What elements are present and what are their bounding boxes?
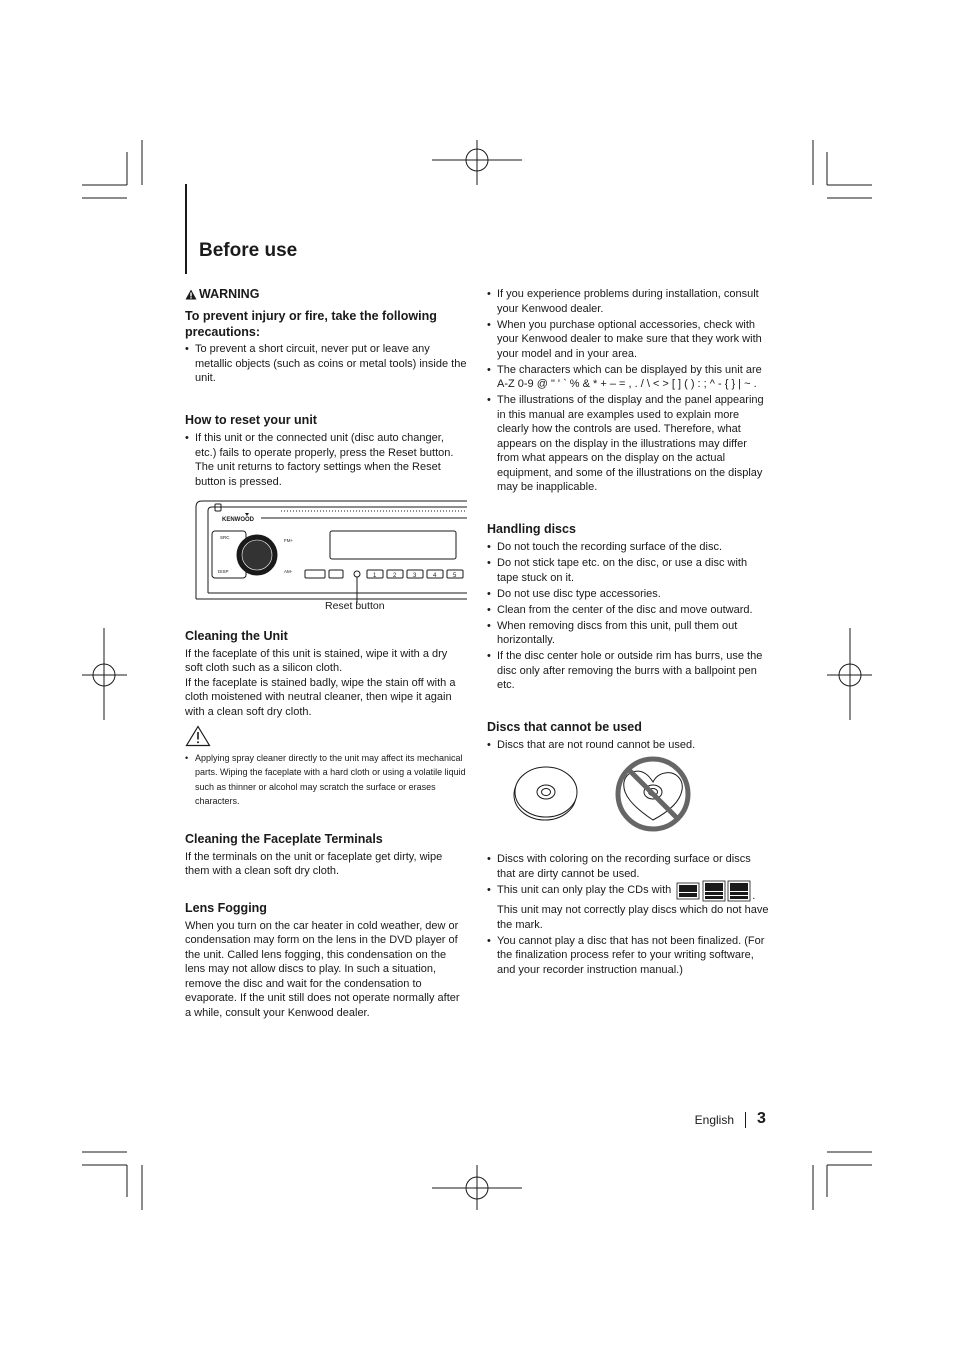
title-bar bbox=[185, 184, 187, 274]
handling-discs-list bbox=[487, 540, 770, 693]
reset-figure bbox=[185, 491, 467, 621]
reset-list bbox=[185, 431, 467, 489]
list-item: • If the disc center hole or outside rim has burrs, use the disc only after removing the burrs with a ballpoint pen etc. bbox=[487, 649, 770, 693]
figure-button-fm: FM+ bbox=[284, 537, 294, 543]
cleaning-unit-heading: Cleaning the Unit bbox=[185, 628, 288, 643]
list-item: • If you experience problems during installation, consult your Kenwood dealer. bbox=[487, 287, 770, 316]
list-item: • When removing discs from this unit, pull them out horizontally. bbox=[487, 619, 770, 648]
warning-title bbox=[185, 287, 467, 302]
reset-heading: How to reset your unit bbox=[185, 413, 317, 427]
cleaning-unit-text-2: If the faceplate is stained badly, wipe the stain off with a cloth moistened with neutral cleaner, then wipe it again with a clean soft dry cloth. bbox=[185, 676, 456, 718]
figure-preset-3: 3 bbox=[413, 572, 417, 579]
compact-disc-logos-icon bbox=[676, 880, 752, 902]
list-item: • The characters which can be displayed by this unit are A-Z 0-9 @ " ' ` % & * + – = , . / \ < > [ ] ( ) : ; ^ - { } | ~ . bbox=[487, 363, 770, 392]
warning-list bbox=[185, 342, 467, 386]
list-item: • Clean from the center of the disc and move outward. bbox=[487, 603, 770, 618]
page-title: Before use bbox=[199, 240, 298, 261]
footer-language: English bbox=[694, 1113, 734, 1127]
figure-preset-2: 2 bbox=[393, 572, 397, 579]
figure-brand: KENWOOD bbox=[222, 516, 254, 523]
cd-line-suffix: . bbox=[752, 889, 756, 902]
list-item: • Discs with coloring on the recording surface or discs that are dirty cannot be used. bbox=[487, 852, 770, 881]
figure-button-src: SRC bbox=[220, 534, 230, 540]
left-column bbox=[185, 287, 467, 1020]
warning-label: WARNING bbox=[199, 287, 260, 301]
list-item: • If this unit or the connected unit (disc auto changer, etc.) fails to operate properly, press the Reset button. The unit returns to factory settings when the Reset button is pressed. bbox=[185, 431, 467, 489]
caution-icon bbox=[185, 725, 211, 747]
caution-list bbox=[185, 751, 467, 808]
handling-discs-heading: Handling discs bbox=[487, 522, 576, 536]
list-item: • Applying spray cleaner directly to the unit may affect its mechanical parts. Wiping the faceplate with a hard cloth or using a volatile liquid such as thinner or alcohol may scratch the surface or erases characters. bbox=[185, 751, 467, 808]
warning-heading: To prevent injury or fire, take the following precautions: bbox=[185, 309, 437, 339]
lens-fogging-heading: Lens Fogging bbox=[185, 900, 267, 915]
reset-caption: Reset button bbox=[325, 599, 385, 612]
figure-preset-1: 1 bbox=[373, 572, 377, 579]
list-item: • The illustrations of the display and the panel appearing in this manual are examples used to explain more clearly how the controls are used. Therefore, what appears on the display in the illustrations may differ from what appears on the display on the actual equipment, and some of the illustrations on the display may be inapplicable. bbox=[487, 393, 770, 495]
cleaning-unit-text-1: If the faceplate of this unit is stained, wipe it with a dry soft cloth such as a silicon cloth. bbox=[185, 647, 448, 674]
general-notes-list bbox=[487, 287, 770, 495]
cd-note: This unit may not correctly play discs which do not have the mark. bbox=[497, 904, 769, 931]
figure-preset-5: 5 bbox=[453, 572, 457, 579]
discs-cannot-heading: Discs that cannot be used bbox=[487, 720, 642, 734]
list-item bbox=[487, 883, 770, 933]
heart-disc-prohibited-icon bbox=[612, 754, 694, 836]
list-item: • Do not touch the recording surface of the disc. bbox=[487, 540, 770, 555]
right-column bbox=[487, 287, 770, 979]
figure-button-am: AM- bbox=[284, 568, 293, 574]
list-item: • When you purchase optional accessories, check with your Kenwood dealer to make sure that they work with your model and in your area. bbox=[487, 318, 770, 362]
page-number: 3 bbox=[757, 1110, 766, 1127]
lens-fogging-text: When you turn on the car heater in cold weather, dew or condensation may form on the lens in the DVD player of the unit. Called lens fogging, this condensation on the lens may not allow discs to play. In such a situation, remove the disc and wait for the condensation to evaporate. If the unit still does not operate normally after a while, consult your Kenwood dealer. bbox=[185, 919, 460, 1019]
cleaning-terminals-heading: Cleaning the Faceplate Terminals bbox=[185, 831, 383, 846]
warning-icon bbox=[185, 289, 197, 300]
discs-cannot-intro-list bbox=[487, 738, 770, 753]
list-item: • You cannot play a disc that has not been finalized. (For the finalization process refer to your writing software, and your recorder instruction manual.) bbox=[487, 934, 770, 978]
list-item: • Do not use disc type accessories. bbox=[487, 587, 770, 602]
disc-illustrations bbox=[487, 754, 770, 844]
cleaning-terminals-text: If the terminals on the unit or faceplate get dirty, wipe them with a clean soft dry cloth. bbox=[185, 850, 443, 878]
cd-line-text: • This unit can only play the CDs with bbox=[497, 883, 672, 896]
round-disc-icon bbox=[511, 762, 591, 832]
list-item: • Do not stick tape etc. on the disc, or use a disc with tape stuck on it. bbox=[487, 556, 770, 585]
figure-preset-4: 4 bbox=[433, 572, 437, 579]
car-stereo-illustration bbox=[185, 495, 467, 603]
figure-button-disp: DISP bbox=[218, 568, 229, 574]
list-item: • Discs that are not round cannot be used. bbox=[487, 738, 770, 753]
footer-divider bbox=[745, 1112, 746, 1128]
discs-cannot-list bbox=[487, 852, 770, 977]
list-item: • To prevent a short circuit, never put or leave any metallic objects (such as coins or metal tools) inside the unit. bbox=[185, 342, 467, 386]
